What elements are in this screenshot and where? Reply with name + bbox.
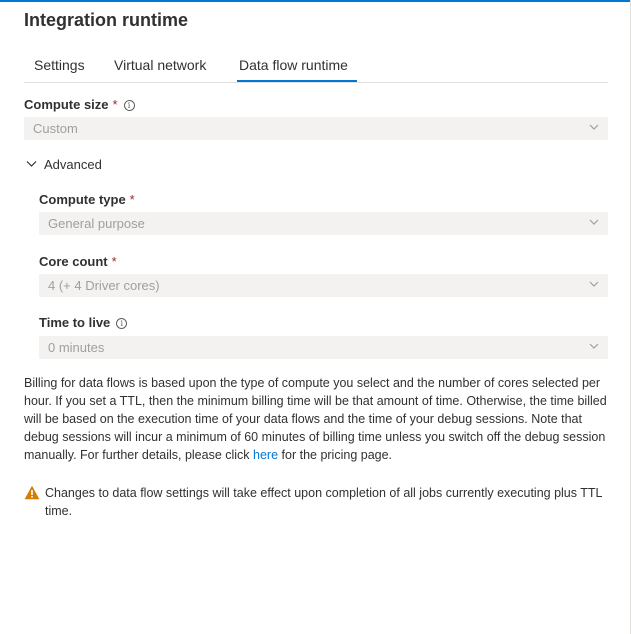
advanced-label: Advanced <box>44 157 102 172</box>
warning-icon <box>24 485 40 500</box>
required-mark: * <box>112 97 118 112</box>
compute-type-label-text: Compute type <box>39 192 126 207</box>
compute-size-dropdown[interactable] <box>24 117 608 140</box>
compute-size-label-text: Compute size <box>24 97 109 112</box>
core-count-label <box>39 254 117 269</box>
time-to-live-label-text: Time to live <box>39 315 111 330</box>
compute-size-value: Custom <box>33 121 78 136</box>
time-to-live-value: 0 minutes <box>48 340 105 355</box>
billing-text: Billing for data flows is based upon the type of compute you select and the number of cores selected per hour. If you set a TTL, then the minimum billing time will be that amount of time. Otherwise, the time billed will be based on the execution time of your data flows and the time of your debug sessions. Note that debug sessions will incur a minimum of 60 minutes of billing time unless you switch off the debug session manually. For further details, please click <box>24 376 607 462</box>
chevron-down-icon <box>26 160 37 168</box>
tab-virtual-network[interactable]: Virtual network <box>114 57 207 73</box>
time-to-live-dropdown[interactable] <box>39 336 608 359</box>
time-to-live-label <box>39 315 127 330</box>
chevron-down-icon <box>589 281 599 288</box>
page-title: Integration runtime <box>24 10 189 30</box>
compute-type-label <box>39 192 135 207</box>
core-count-label-text: Core count <box>39 254 108 269</box>
required-mark: * <box>111 254 117 269</box>
info-icon[interactable]: i <box>116 318 127 329</box>
chevron-down-icon <box>589 219 599 226</box>
warning-text: Changes to data flow settings will take effect upon completion of all jobs currently executing plus TTL time. <box>45 486 603 518</box>
required-mark: * <box>129 192 135 207</box>
panel-top-accent <box>0 0 631 2</box>
billing-text-end: for the pricing page. <box>278 448 393 462</box>
pricing-link[interactable]: here <box>253 448 279 462</box>
tab-bar <box>24 52 608 83</box>
compute-type-value: General purpose <box>48 216 145 231</box>
chevron-down-icon <box>589 124 599 131</box>
chevron-down-icon <box>589 343 599 350</box>
core-count-dropdown[interactable] <box>39 274 608 297</box>
tab-settings[interactable]: Settings <box>34 57 85 73</box>
compute-type-dropdown[interactable] <box>39 212 608 235</box>
compute-size-label <box>24 97 135 112</box>
info-icon[interactable]: i <box>124 100 135 111</box>
billing-description <box>24 374 608 464</box>
core-count-value: 4 (+ 4 Driver cores) <box>48 278 160 293</box>
active-tab-indicator <box>237 80 357 82</box>
tab-data-flow-runtime[interactable]: Data flow runtime <box>239 57 348 73</box>
